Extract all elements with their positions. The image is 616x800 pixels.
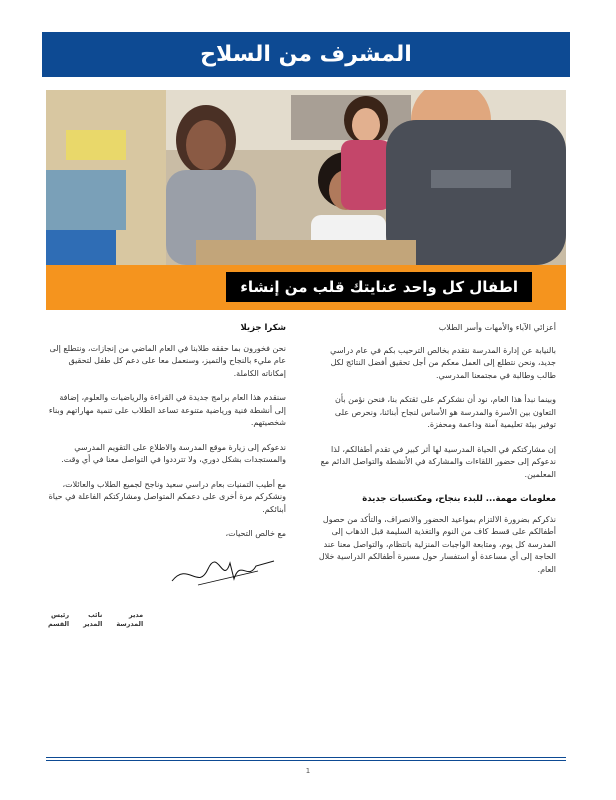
paragraph: بالنيابة عن إدارة المدرسة نتقدم بخالص الترحيب بكم في عام دراسي جديد، ونحن نتطلع إلى العمل معكم من أجل تحقيق أفضل النتائج لكل طالب وطالبة في مجتمعنا المدرسي. [330, 345, 556, 380]
signatory [83, 611, 102, 629]
salutation: أعزائي الآباء والأمهات وأسر الطلاب [438, 323, 556, 332]
page-number: 1 [305, 767, 311, 775]
classroom-photo [46, 90, 566, 265]
signature-block [48, 551, 286, 611]
signatory [48, 611, 69, 629]
paragraph: إن مشاركتكم في الحياة المدرسية لها أثر كبير في تقدم أطفالكم، لذا ندعوكم إلى حضور اللقاءات والمشاركة في الأنشطة والتواصل الدائم مع المعلمين. [320, 444, 556, 479]
signatory-title: المدرسة [116, 619, 144, 628]
paragraph: مع أطيب التمنيات بعام دراسي سعيد وناجح لجميع الطلاب والعائلات، ونشكركم مرة أخرى على دعمكم المتواصل ومشاركتكم الفاعلة في حياة أبنائكم. [48, 479, 286, 514]
left-column [48, 322, 286, 629]
paragraph: نذكركم بضرورة الالتزام بمواعيد الحضور والانصراف، والتأكد من حصول أطفالكم على قسط كاف من النوم والتغذية السليمة قبل الذهاب إلى المدرسة كل يوم، ومتابعة الواجبات المنزلية بانتظام، والتواصل معنا عند الحاجة إلى أي مساعدة أو استفسار حول مسيرة أطفالكم الدراسية خلال العام. [318, 514, 556, 574]
section-heading: معلومات مهمة... للبدء بنجاح، ومكتسبات جديدة [362, 494, 556, 504]
paragraph: سنقدم هذا العام برامج جديدة في القراءة والرياضيات والعلوم، إضافة إلى أنشطة فنية ورياضية متنوعة تساعد الطلاب على تنمية مهاراتهم وبناء شخصيتهم. [48, 393, 286, 427]
signatory-names [48, 611, 286, 629]
paragraph: نحن فخورون بما حققه طلابنا في العام الماضي من إنجازات، ونتطلع إلى عام مليء بالنجاح والتميز، وسنعمل معا على دعم كل طفل لتحقيق إمكاناته الكاملة. [49, 343, 286, 378]
page-title-bar [42, 32, 570, 77]
signatory-name: مدير [128, 610, 144, 619]
signatory [116, 611, 143, 629]
signatory-name: رئيس [51, 610, 70, 619]
slogan-box [226, 272, 532, 302]
paragraph: ندعوكم إلى زيارة موقع المدرسة والاطلاع على التقويم المدرسي والمستجدات بشكل دوري، ولا تترددوا في التواصل معنا في أي وقت. [61, 442, 286, 464]
right-column [318, 322, 556, 588]
slogan-band [46, 265, 566, 310]
paragraph: وبينما نبدأ هذا العام، نود أن نشكركم على ثقتكم بنا، فنحن نؤمن بأن التعاون بين الأسرة والمدرسة هو الأساس لنجاح أبنائنا، ونحرص على توفير بيئة تعليمية آمنة وداعمة ومحفزة. [334, 395, 556, 429]
signatory-name: نائب [88, 610, 103, 619]
section-heading: شكرا جزيلا [240, 323, 286, 333]
signatory-title: المدير [83, 619, 103, 628]
handwritten-signature [168, 551, 278, 591]
closing: مع خالص التحيات، [225, 529, 286, 538]
footer-rule [46, 760, 566, 761]
signatory-title: القسم [48, 619, 70, 628]
footer-rule [46, 757, 566, 758]
page-title: المشرف من السلاح [200, 42, 412, 67]
classroom-photo-illustration [46, 90, 566, 265]
slogan-text: اطفال كل واحد عنايتك قلب من إنشاء [240, 278, 518, 296]
